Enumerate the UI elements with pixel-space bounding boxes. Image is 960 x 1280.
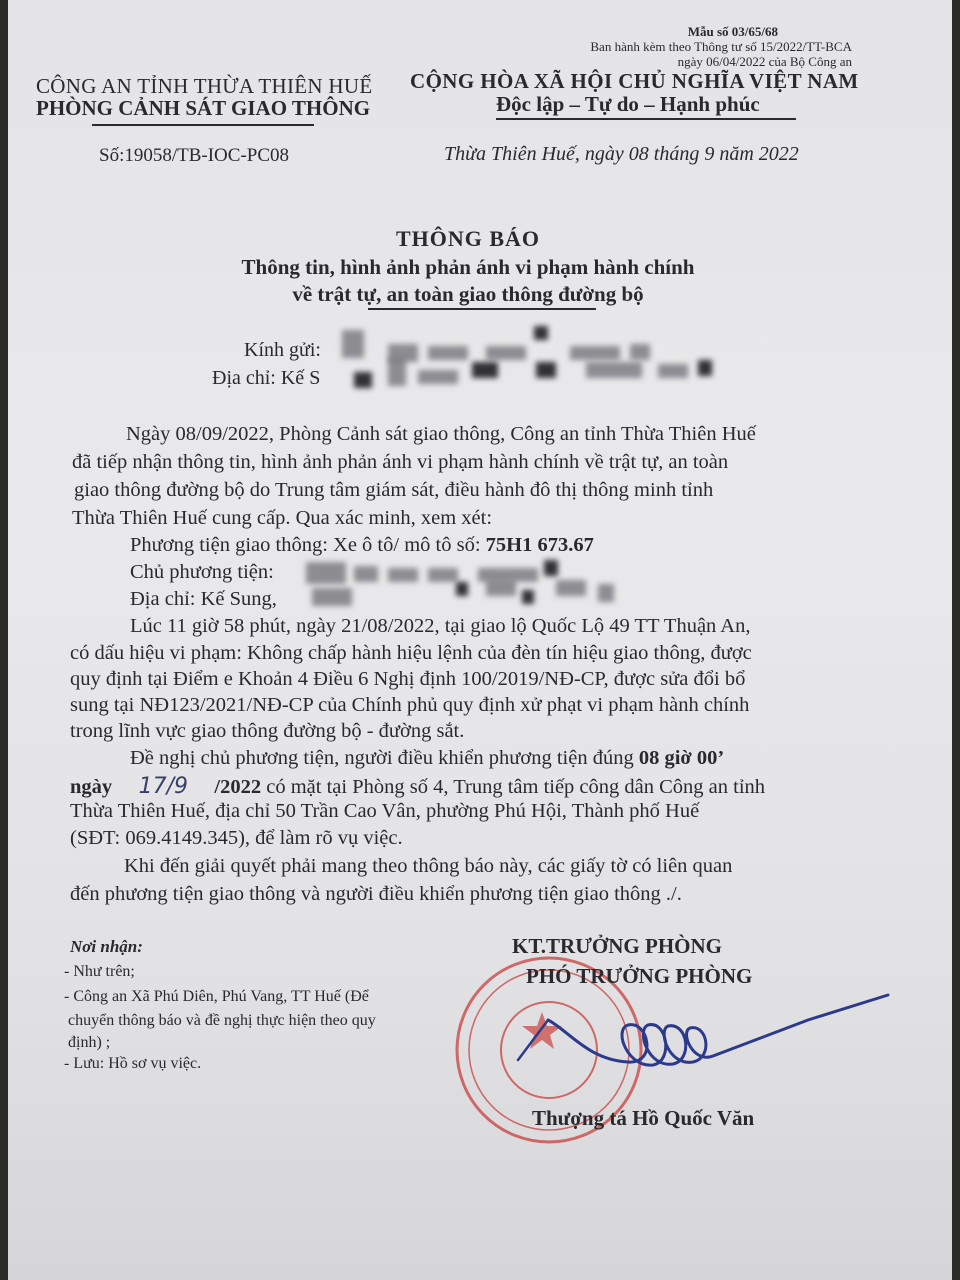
paragraph-4-line-1: Khi đến giải quyết phải mang theo thông báo này, các giấy tờ có liên quan bbox=[124, 855, 733, 877]
paragraph-3-line-3: Thừa Thiên Huế, địa chỉ 50 Trần Cao Vân, phường Phú Hội, Thành phố Huế bbox=[70, 800, 700, 822]
paragraph-1-line-2: đã tiếp nhận thông tin, hình ảnh phản ánh vi phạm hành chính về trật tự, an toàn bbox=[72, 451, 729, 473]
paragraph-4-line-2: đến phương tiện giao thông và người điều khiển phương tiện giao thông ./. bbox=[70, 883, 682, 905]
appointment-request: Đề nghị chủ phương tiện, người điều khiển phương tiện đúng bbox=[130, 747, 634, 769]
recipients-title: Nơi nhận: bbox=[70, 937, 143, 956]
owner-address-label: Địa chỉ: Kế Sung, bbox=[130, 588, 277, 610]
paragraph-2-line-3: quy định tại Điểm e Khoản 4 Điều 6 Nghị định 100/2019/NĐ-CP, được sửa đổi bổ bbox=[70, 668, 746, 690]
appointment-place: có mặt tại Phòng số 4, Trung tâm tiếp công dân Công an tỉnh bbox=[266, 776, 766, 798]
recipient-item-1: - Như trên; bbox=[64, 963, 135, 980]
appointment-day-label: ngày bbox=[70, 776, 113, 798]
signer-name: Thượng tá Hồ Quốc Văn bbox=[532, 1106, 755, 1130]
document-subtitle-2: về trật tự, an toàn giao thông đường bộ bbox=[292, 282, 644, 306]
recipient-item-2: - Công an Xã Phú Diên, Phú Vang, TT Huế (Để bbox=[64, 988, 369, 1005]
paragraph-2-line-4: sung tại NĐ123/2021/NĐ-CP của Chính phủ quy định xử phạt vi phạm hành chính bbox=[70, 694, 750, 716]
recipient-address-label: Địa chỉ: Kế S bbox=[212, 367, 321, 389]
form-number: Mẫu số 03/65/68 bbox=[687, 24, 778, 39]
appointment-year: /2022 bbox=[214, 776, 262, 798]
place-date: Thừa Thiên Huế, ngày 08 tháng 9 năm 2022 bbox=[444, 143, 799, 165]
agency-underline bbox=[92, 124, 314, 126]
appointment-time: 08 giờ 00’ bbox=[638, 747, 725, 769]
paragraph-3-line-1 bbox=[130, 747, 724, 770]
document-title: THÔNG BÁO bbox=[395, 226, 541, 251]
paragraph-2-line-5: trong lĩnh vực giao thông đường bộ - đường sắt. bbox=[70, 720, 465, 742]
paragraph-1-line-3: giao thông đường bộ do Trung tâm giám sát, điều hành đô thị thông minh tỉnh bbox=[74, 479, 714, 501]
agency-name: PHÒNG CẢNH SÁT GIAO THÔNG bbox=[36, 96, 371, 120]
vehicle-label: Phương tiện giao thông: Xe ô tô/ mô tô số: bbox=[130, 534, 481, 556]
document-subtitle-1: Thông tin, hình ảnh phản ánh vi phạm hành chính bbox=[241, 255, 695, 279]
handwritten-date: 17/9 bbox=[138, 774, 188, 799]
motto-underline bbox=[496, 118, 796, 120]
paragraph-3-line-2 bbox=[70, 774, 765, 799]
handwritten-signature bbox=[508, 990, 938, 1090]
paragraph-3-line-4: (SĐT: 069.4149.345), để làm rõ vụ việc. bbox=[70, 827, 403, 849]
owner-label: Chủ phương tiện: bbox=[130, 561, 274, 583]
agency-parent: CÔNG AN TỈNH THỪA THIÊN HUẾ bbox=[36, 74, 373, 98]
recipient-item-2-cont: chuyển thông báo và đề nghị thực hiện theo quy bbox=[68, 1012, 376, 1029]
signature-role-2: PHÓ TRƯỞNG PHÒNG bbox=[526, 964, 753, 988]
document-number: Số:19058/TB-IOC-PC08 bbox=[99, 145, 290, 166]
paragraph-1-line-4: Thừa Thiên Huế cung cấp. Qua xác minh, xem xét: bbox=[72, 507, 493, 529]
national-motto: Độc lập – Tự do – Hạnh phúc bbox=[496, 92, 760, 116]
recipient-label: Kính gửi: bbox=[244, 339, 321, 361]
vehicle-line bbox=[130, 534, 594, 557]
national-title: CỘNG HÒA XÃ HỘI CHỦ NGHĨA VIỆT NAM bbox=[410, 69, 859, 93]
form-note-line-1: Ban hành kèm theo Thông tư số 15/2022/TT-BCA bbox=[590, 39, 852, 54]
paragraph-2-line-1: Lúc 11 giờ 58 phút, ngày 21/08/2022, tại giao lộ Quốc Lộ 49 TT Thuận An, bbox=[130, 615, 751, 637]
recipient-item-3: - Lưu: Hồ sơ vụ việc. bbox=[64, 1055, 202, 1072]
title-underline bbox=[368, 308, 596, 310]
vehicle-plate: 75H1 673.67 bbox=[485, 534, 594, 556]
signature-role-1: KT.TRƯỞNG PHÒNG bbox=[512, 934, 722, 958]
paragraph-2-line-2: có dấu hiệu vi phạm: Không chấp hành hiệu lệnh của đèn tín hiệu giao thông, được bbox=[70, 642, 752, 664]
form-note-line-2: ngày 06/04/2022 của Bộ Công an bbox=[677, 54, 852, 69]
recipient-item-2-end: định) ; bbox=[68, 1034, 111, 1051]
paragraph-1-line-1: Ngày 08/09/2022, Phòng Cảnh sát giao thông, Công an tỉnh Thừa Thiên Huế bbox=[126, 423, 756, 445]
document-page bbox=[8, 0, 952, 1280]
